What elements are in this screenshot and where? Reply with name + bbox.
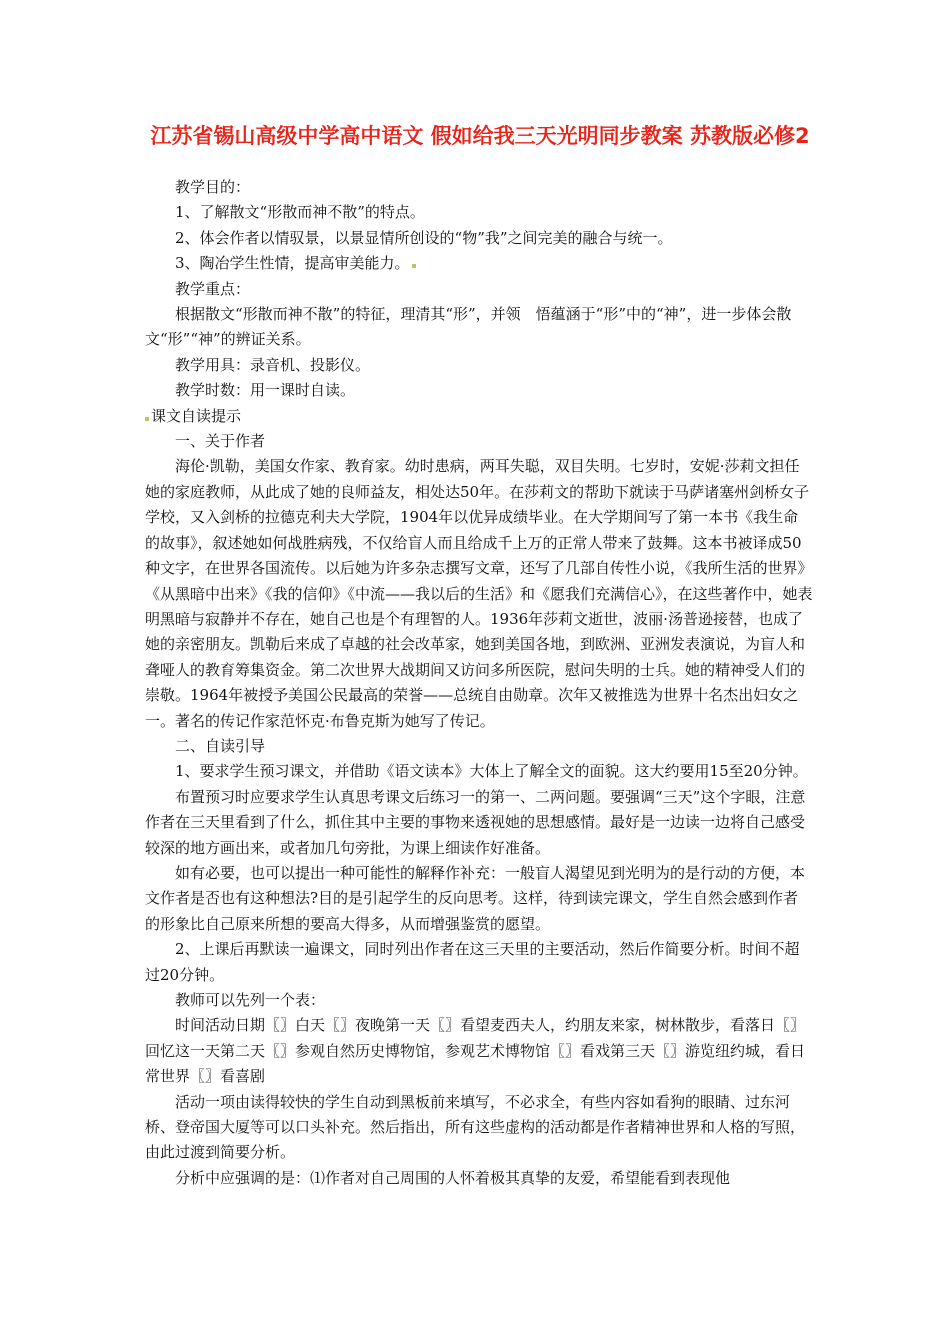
paragraph-goal-2: 2、体会作者以情驭景，以景显情所创设的“物”我”之间完美的融合与统一。 [175, 228, 673, 247]
document-title: 江苏省锡山高级中学高中语文 假如给我三天光明同步教案 苏教版必修2 [150, 124, 810, 148]
paragraph-reading-hints-text: 课文自读提示 [151, 406, 242, 425]
paragraph-key-points-heading: 教学重点： [175, 279, 251, 298]
paragraph-teaching-tools: 教学用具：录音机、投影仪。 [175, 355, 371, 374]
paragraph-key-points: 根据散文“形散而神不散”的特征，理清其“形”，并领 悟蕴涵于“形”中的“神”，进一步体会散文“形”“神”的辨证关系。 [145, 305, 792, 349]
paragraph-activity-notes: 活动一项由读得较快的学生自动到黑板前来填写，不必求全，有些内容如看狗的眼睛、过东河桥、登帝国大厦等可以口头补充。然后指出，所有这些虚构的活动都是作者精神世界和人格的写照，由此过渡到简要分析。 [145, 1092, 806, 1162]
paragraph-guide-2: 2、上课后再默读一遍课文，同时列出作者在这三天里的主要活动，然后作简要分析。时间不超过20分钟。 [145, 940, 800, 984]
paragraph-preview-requirements: 布置预习时应要求学生认真思考课文后练习一的第一、二两问题。要强调“三天”这个字眼，注意作者在三天里看到了什么，抓住其中主要的事物来透视她的思想感情。最好是一边读一边将自己感受较深的地方画出来，或者加几句旁批，为课上细读作好准备。 [145, 787, 806, 857]
marker-dot [412, 264, 416, 268]
paragraph-goal-3 [145, 251, 813, 276]
paragraph-goal-1: 1、了解散文“形散而神不散”的特点。 [175, 203, 425, 222]
paragraph-teaching-goal-heading: 教学目的： [175, 178, 251, 196]
paragraph-analysis: 分析中应强调的是：⑴作者对自己周围的人怀着极其真挚的友爱，希望能看到表现他 [175, 1168, 731, 1187]
paragraph-teaching-hours: 教学时数：用一课时自读。 [175, 381, 356, 400]
paragraph-guide-1: 1、要求学生预习课文，并借助《语文读本》大体上了解全文的面貌。这大约要用15至20分钟。 [175, 762, 808, 781]
marker-dot [145, 417, 149, 421]
paragraph-self-reading-heading: 二、自读引导 [175, 736, 266, 755]
paragraph-table-intro: 教师可以先列一个表： [175, 991, 326, 1009]
paragraph-activity-table: 时间活动日期〖〗白天〖〗夜晚第一天〖〗看望麦西夫人，约朋友来家，树林散步，看落日〖〗回忆这一天第二天〖〗参观自然历史博物馆，参观艺术博物馆〖〗看戏第三天〖〗游览纽约城，看日常世界〖〗看喜剧 [145, 1016, 806, 1086]
paragraph-goal-3-text: 3、陶冶学生性情，提高审美能力。 [175, 254, 410, 273]
paragraph-about-author-heading: 一、关于作者 [175, 432, 266, 451]
paragraph-author-bio: 海伦·凯勒，美国女作家、教育家。幼时患病，两耳失聪，双目失明。七岁时，安妮·莎莉文担任她的家庭教师，从此成了她的良师益友，相处达50年。在莎莉文的帮助下就读于马萨诸塞州剑桥女子学校，又入剑桥的拉德克利夫大学院，1904年以优异成绩毕业。在大学期间写了第一本书《我生命的故事》，叙述她如何战胜病残，不仅给盲人而且给成千上万的正常人带来了鼓舞。这本书被译成50种文字，在世界各国流传。以后她为许多杂志撰写文章，还写了几部自传性小说，《我所生活的世界》《从黑暗中出来》《我的信仰》《中流——我以后的生活》和《愿我们充满信心》，在这些著作中，她表明黑暗与寂静并不存在，她自己也是个有理智的人。1936年莎莉文逝世，波丽·汤普逊接替，也成了她的亲密朋友。凯勒后来成了卓越的社会改革家，她到美国各地，到欧洲、亚洲发表演说，为盲人和聋哑人的教育筹集资金。第二次世界大战期间又访问多所医院，慰问失明的士兵。她的精神受人们的崇敬。1964年被授予美国公民最高的荣誉——总统自由勋章。次年又被推选为世界十名杰出妇女之一。著名的传记作家范怀克·布鲁克斯为她写了传记。 [145, 457, 813, 730]
document-body [145, 175, 813, 1191]
paragraph-supplementary-explanation: 如有必要，也可以提出一种可能性的解释作补充：一般盲人渴望见到光明为的是行动的方便，本文作者是否也有这种想法?目的是引起学生的反向思考。这样，待到读完课文，学生自然会感到作者的形象比自己原来所想的要高大得多，从而增强鉴赏的愿望。 [145, 863, 806, 933]
paragraph-reading-hints-heading [145, 404, 813, 429]
